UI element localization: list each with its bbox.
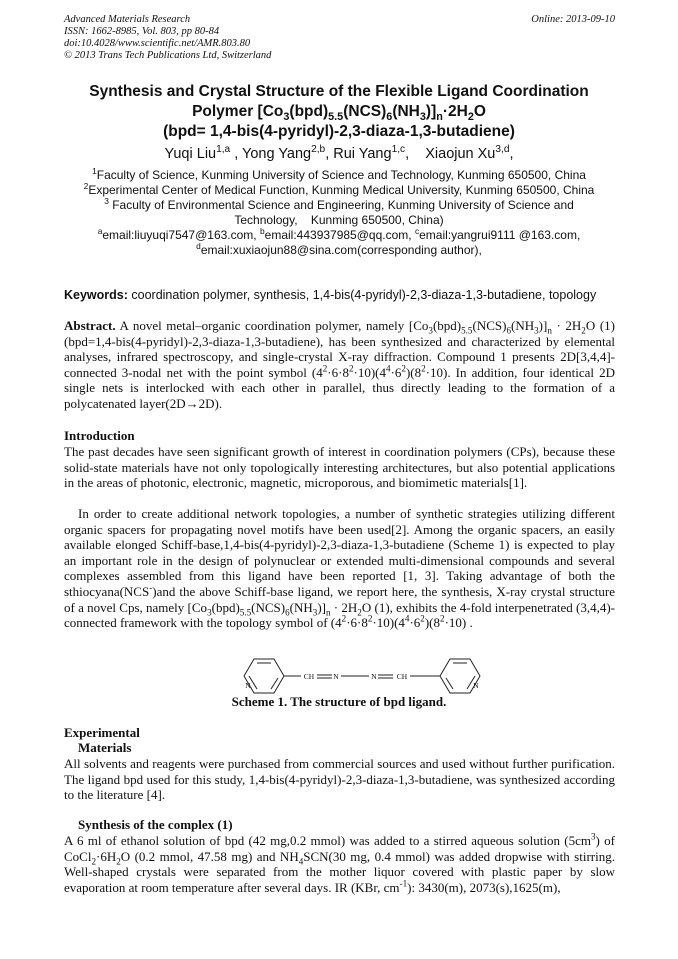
scheme-n-2: N	[371, 672, 377, 681]
introduction-paragraph-2: In order to create additional network topologies, a number of synthetic strategies utilizing different organic spacers for propagating novel motifs have been used[2]. Among the organic spacers, an easily available elonged Schiff-base,1,4-bis(4-pyridyl)-2,3-diaza-1,3-butadiene (Scheme 1) is expected to play an important role in the design of polynuclear or extended multi-dimensional compounds and several complexes assembled from this ligand have been reported [1, 3]. Taking advantage of both the sthiocyana(NCS-)and the above Schiff-base ligand, we report here, the synthesis, X-ray crystal structure of a novel Cps, namely $[Co_3(bpd)_{5.5}(NCS)_6(NH_3)]_n \cdot 2H_2O$ (1), exhibits the 4-fold interpenetrated (3,4,4)-connected framework with the topology symbol of $(4^2\cdot 6\cdot 8^2\cdot 10)(4^4\cdot 6^2)(8^2\cdot 10)$ .	[64, 506, 616, 631]
scheme-caption: Scheme 1. The structure of bpd ligand.	[231, 694, 447, 709]
experimental-heading: Experimental	[64, 725, 140, 740]
scheme-n-1: N	[333, 672, 339, 681]
affiliation-1: $^1$Faculty of Science, Kunming University of Science and Technology, Kunming 650500, China	[92, 166, 586, 182]
journal-name: Advanced Materials Research	[64, 14, 191, 25]
scheme-ch-1: CH	[303, 672, 315, 681]
copyright: © 2013 Trans Tech Publications Ltd, Switzerland	[64, 50, 272, 61]
issn: ISSN: 1662-8985, Vol. 803, pp 80-84	[64, 26, 220, 37]
author: Xiaojun Xu	[425, 146, 496, 162]
affiliations	[55, 168, 623, 258]
keywords	[64, 288, 624, 302]
author: Rui Yang	[333, 146, 392, 162]
scheme-n-left: N	[245, 681, 251, 690]
title-line-3: (bpd= 1,4-bis(4-pyridyl)-2,3-diaza-1,3-butadiene)	[163, 123, 515, 140]
keywords-text: coordination polymer, synthesis, 1,4-bis(4-pyridyl)-2,3-diaza-1,3-butadiene, topology	[127, 288, 597, 302]
affiliation-3: $^3$ Faculty of Environmental Science and Engineering, Kunming University of Science and	[104, 196, 574, 212]
title-line-1: Synthesis and Crystal Structure of the Flexible Ligand Coordination	[89, 83, 589, 100]
online-date: Online: 2013-09-10	[531, 14, 615, 25]
introduction-paragraph-1: The past decades have seen significant growth of interest in coordination polymers (CPs), because these solid-state materials have not only topologically interesting architectures, but also potential applications in the areas of photonic, electronic, magnetic, microporous, and biomimetic materials[1].	[64, 444, 615, 491]
emails-line-2: $^d$email:xuxiaojun88@sina.com(corresponding author),	[196, 241, 482, 257]
title-line-2: Polymer $[Co_3(bpd)_{5.5}(NCS)_6(NH_3)]_n\cdot 2H_2O$	[192, 103, 486, 124]
affiliation-2: $^2$Experimental Center of Medical Function, Kunming Medical University, Kunming 650500, China	[83, 181, 595, 197]
doi: doi:10.4028/www.scientific.net/AMR.803.80	[64, 38, 251, 49]
affiliation-3-cont: Technology, Kunming 650500, China)	[234, 213, 444, 227]
materials-paragraph: All solvents and reagents were purchased from commercial sources and used without further purification. The ligand bpd used for this study, 1,4-bis(4-pyridyl)-2,3-diaza-1,3-butadiene, was synthesized according to the literature [4].	[64, 756, 615, 803]
scheme-n-right: N	[473, 681, 479, 690]
abstract-label: Abstract.	[64, 318, 116, 333]
materials-heading: Materials	[78, 740, 132, 755]
keywords-label: Keywords:	[64, 288, 128, 302]
introduction-heading: Introduction	[64, 428, 135, 443]
author: Yong Yang	[242, 146, 312, 162]
journal-header	[64, 14, 271, 62]
author: Yuqi Liu	[164, 146, 217, 162]
paper-title	[40, 82, 638, 142]
emails-line-1: $^a$email:liuyuqi7547@163.com, $^b$email:443937985@qq.com, $^c$email:yangrui9111 @163.com,	[97, 226, 581, 242]
bpd-structure-diagram	[240, 655, 490, 697]
synthesis-heading: Synthesis of the complex (1)	[78, 817, 233, 832]
scheme-ch-2: CH	[396, 672, 408, 681]
abstract: Abstract. A novel metal–organic coordination polymer, namely $[Co_3(bpd)_{5.5}(NCS)_6(NH_3)]_n \cdot 2H_2O$ (1) (bpd=1,4-bis(4-pyridyl)-2,3-diaza-1,3-butadiene), has been synthesized and characterized by elemental analyses, infrared spectroscopy, and single-crystal X-ray diffraction. Compound 1 presents 2D[3,4,4]-connected 3-nodal net with the point symbol $(4^2\cdot 6\cdot 8^2\cdot 10)(4^4\cdot 6^2)(8^2\cdot 10)$. In addition, four identical 2D single nets is interlocked with each other in parallel, thus directly leading to the formation of a polycatenated layer(2D→2D).	[64, 318, 615, 411]
author-list: Yuqi Liu$^{1,a}$ , Yong Yang$^{2,b}$, Rui Yang$^{1,c}$, Xiaojun Xu$^{3,d}$,	[164, 144, 514, 162]
synthesis-paragraph: A 6 ml of ethanol solution of bpd (42 mg,0.2 mmol) was added to a stirred aqueous solution $(5cm^3)$ of $CoCl_2\cdot 6H_2O$ (0.2 mmol, 47.58 mg) and $NH_4SCN(30$ mg, 0.4 mmol) was added dropwise with stirring. Well-shaped crystals were separated from the mother liquor covered with plastic paper by slow evaporation at room temperature after several days. IR (KBr, $cm^{-1}$): 3430(m), 2073(s),1625(m),	[64, 831, 615, 895]
